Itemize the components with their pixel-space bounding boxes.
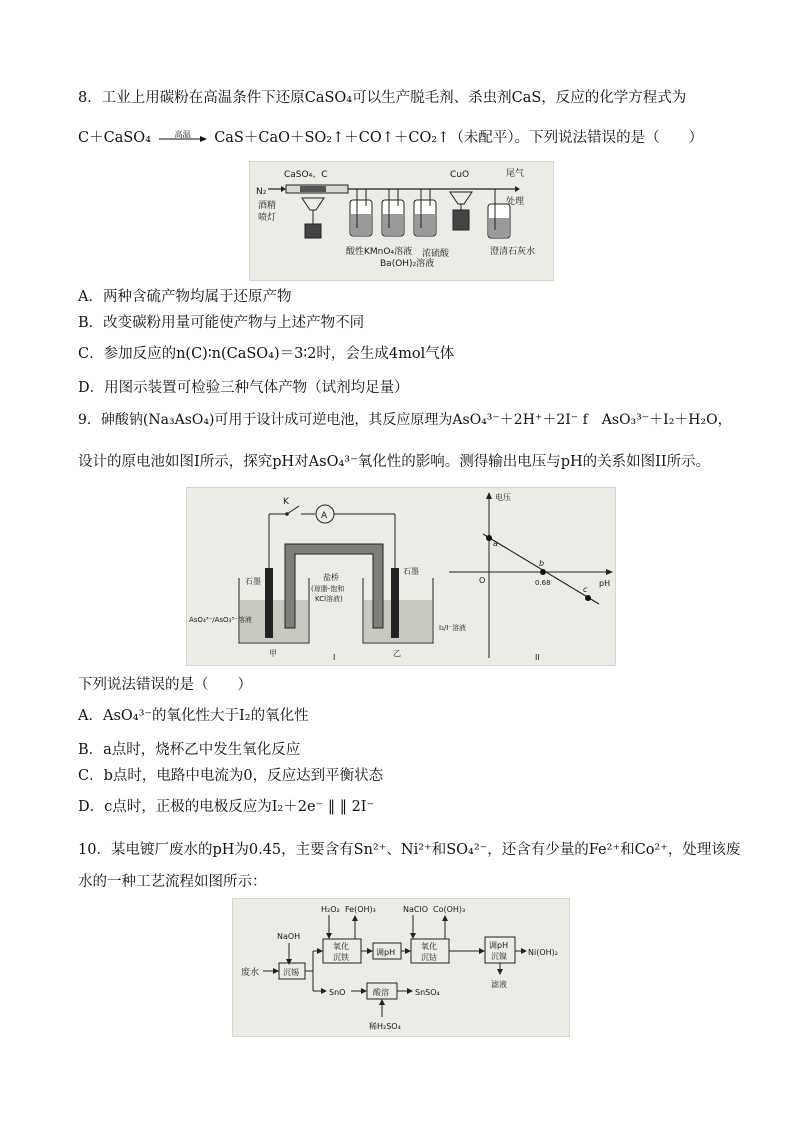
- q9-y-axis-label: 电压: [495, 493, 511, 502]
- q8-n2-label: N₂: [256, 187, 267, 197]
- q8-bottle3-label: 浓硫酸: [422, 249, 450, 259]
- q10-flowchart: [233, 899, 569, 1036]
- q10-cooh3-label: Co(OH)₃: [433, 905, 466, 914]
- q9-graphite-right-label: 石墨: [403, 567, 419, 576]
- q10-step-cobalt: 沉钴: [421, 953, 437, 962]
- q8-option-c: C．参加反应的n(C)∶n(CaSO₄)＝3∶2时，会生成4mol气体: [78, 346, 455, 362]
- q10-naclo-label: NaClO: [403, 905, 428, 914]
- q8-cuo-label: CuO: [450, 170, 470, 180]
- q9-option-c: C．b点时，电路中电流为0，反应达到平衡状态: [78, 768, 384, 784]
- q9-switch-label: K: [283, 497, 289, 507]
- q10-stem-line1: 10．某电镀厂废水的pH为0.45，主要含有Sn²⁺、Ni²⁺和SO₄²⁻，还含有少量的Fe²⁺和Co²⁺，处理该废: [78, 842, 741, 858]
- q10-waste-label: 废水: [241, 968, 260, 978]
- q10-h2o2-label: H₂O₂: [321, 905, 340, 914]
- q9-stem-line2: 设计的原电池如图I所示，探究pH对AsO₄³⁻氧化性的影响。测得输出电压与pH的关系如图II所示。: [78, 454, 711, 470]
- q9-figure-i-label: I: [333, 653, 336, 662]
- q9-x-axis-label: pH: [599, 579, 611, 588]
- q9-drawing: [187, 488, 615, 665]
- q8-option-b: B．改变碳粉用量可能使产物与上述产物不同: [78, 315, 365, 331]
- q9-cell-and-graph-figure: [186, 487, 616, 666]
- q9-option-b: B．a点时，烧杯乙中发生氧化反应: [78, 742, 301, 758]
- ammeter-icon: A: [321, 511, 328, 521]
- q9-bridge-note1: (琼脂-饱和: [311, 585, 345, 593]
- q10-step-nickel: 沉镍: [491, 952, 507, 961]
- q10-step-acid: 酸溶: [373, 988, 389, 997]
- q9-bridge-label: 盐桥: [323, 573, 339, 582]
- q8-tail-label: 尾气处理: [506, 169, 525, 207]
- q9-point-a-label: a: [493, 539, 498, 548]
- q9-tick-label: 0.68: [535, 579, 551, 587]
- q9-graphite-left-label: 石墨: [245, 577, 261, 586]
- q8-lamp-label: 酒精喷灯: [258, 201, 277, 223]
- q8-equation: [78, 128, 703, 148]
- q10-sno-label: SnO: [329, 988, 346, 997]
- q10-flowchart-figure: [232, 898, 570, 1037]
- q8-condition-text: 高温: [174, 130, 191, 139]
- q10-filtrate-label: 滤液: [491, 980, 507, 989]
- q9-option-a: A．AsO₄³⁻的氧化性大于I₂的氧化性: [78, 708, 309, 724]
- q9-beaker-yi-label: 乙: [393, 649, 401, 658]
- q8-equation-right: CaS＋CaO＋SO₂↑＋CO↑＋CO₂↑（未配平）。下列说法错误的是（ ）: [214, 130, 704, 146]
- q8-bottle2-label: Ba(OH)₂溶液: [380, 259, 435, 269]
- q10-step-tin: 沉锡: [283, 968, 299, 977]
- q8-option-a: A．两种含硫产物均属于还原产物: [78, 289, 292, 305]
- q8-reactants-label: CaSO₄、C: [284, 170, 328, 180]
- q9-point-b-label: b: [539, 559, 545, 568]
- q8-equation-left: C＋CaSO₄: [78, 130, 151, 146]
- q10-snso4-label: SnSO₄: [415, 988, 440, 997]
- q9-left-solution-label: AsO₄³⁻/AsO₃³⁻溶液: [189, 616, 252, 624]
- q9-right-solution-label: I₂/I⁻溶液: [439, 624, 466, 632]
- q9-point-c-label: c: [583, 585, 588, 594]
- q10-step-ph-2: 调pH: [489, 941, 509, 950]
- q10-step-oxidize-2: 氧化: [421, 942, 437, 951]
- q10-h2so4-label: 稀H₂SO₄: [369, 1022, 401, 1031]
- q9-figure-ii-label: II: [535, 653, 540, 662]
- q8-bottle1-label: 酸性KMnO₄溶液: [346, 247, 413, 257]
- q9-origin-label: O: [479, 576, 486, 585]
- q10-nioh2-label: Ni(OH)₂: [528, 948, 558, 957]
- q8-stem-line1: 8．工业上用碳粉在高温条件下还原CaSO₄可以生产脱毛剂、杀虫剂CaS，反应的化学方程式为: [78, 90, 687, 106]
- q8-apparatus-figure: [249, 161, 554, 281]
- q8-bottle4-label: 澄清石灰水: [490, 247, 536, 257]
- q9-ask: 下列说法错误的是（ ）: [78, 677, 252, 693]
- q8-option-d: D．用图示装置可检验三种气体产物（试剂均足量）: [78, 380, 409, 396]
- q9-option-d: D．c点时，正极的电极反应为I₂＋2e⁻ ‖ ‖ 2I⁻: [78, 799, 375, 815]
- q8-condition-arrow: [158, 128, 208, 148]
- q10-step-oxidize-1: 氧化: [333, 942, 349, 951]
- q10-feoh3-label: Fe(OH)₃: [345, 905, 376, 914]
- q9-beaker-jia-label: 甲: [269, 649, 277, 658]
- reaction-arrow-icon: [158, 128, 208, 148]
- q8-apparatus-drawing: [250, 162, 553, 280]
- q9-bridge-note2: KCl溶液): [315, 595, 343, 603]
- q10-step-iron: 沉铁: [333, 953, 349, 962]
- q10-naoh-label: NaOH: [277, 932, 301, 941]
- q10-step-ph: 调pH: [376, 948, 396, 957]
- q10-stem-line2: 水的一种工艺流程如图所示：: [78, 874, 267, 890]
- q9-stem-line1: 9．砷酸钠(Na₃AsO₄)可用于设计成可逆电池，其反应原理为AsO₄³⁻＋2H⁺＋2I⁻ f AsO₃³⁻＋I₂＋H₂O，: [78, 412, 732, 428]
